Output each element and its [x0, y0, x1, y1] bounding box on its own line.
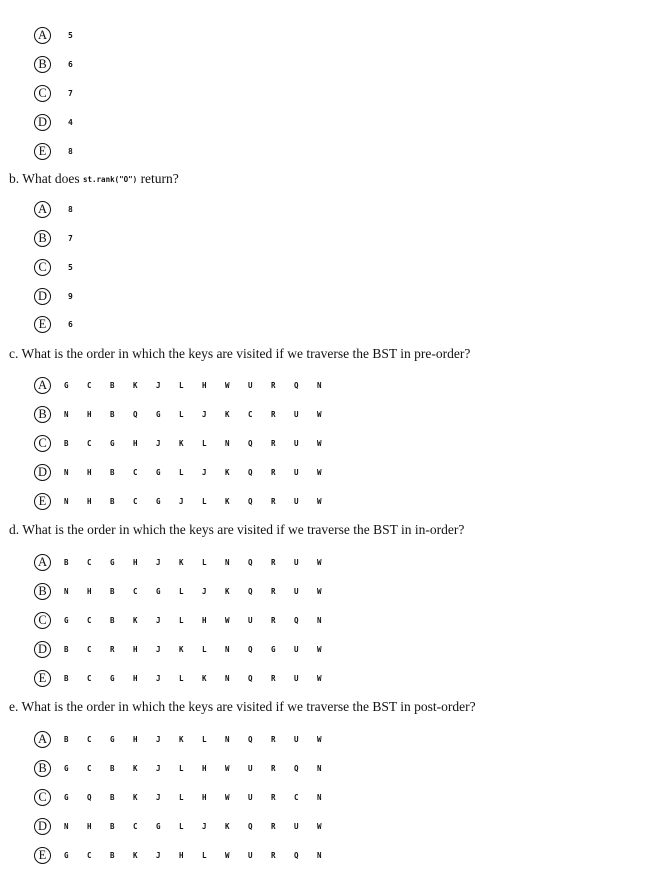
key: W	[225, 615, 230, 625]
key: G	[64, 615, 69, 625]
key: J	[156, 380, 161, 390]
key: J	[156, 792, 161, 802]
key: G	[156, 467, 161, 477]
key: K	[225, 821, 230, 831]
key: R	[271, 467, 276, 477]
key: C	[133, 467, 138, 477]
key: K	[133, 615, 138, 625]
key: W	[317, 821, 322, 831]
key: Q	[294, 850, 299, 860]
key: L	[202, 644, 207, 654]
key: Q	[294, 380, 299, 390]
part-a-option[interactable]	[34, 112, 73, 132]
key: Q	[248, 821, 253, 831]
key: G	[156, 586, 161, 596]
key: C	[87, 615, 92, 625]
choice-bubble[interactable]: C	[34, 259, 51, 276]
option-value: 7	[68, 88, 73, 98]
part-d-option[interactable]	[34, 610, 340, 630]
key: J	[156, 557, 161, 567]
key: G	[64, 792, 69, 802]
key: Q	[248, 644, 253, 654]
key: B	[110, 763, 115, 773]
key: R	[271, 821, 276, 831]
key-sequence	[64, 645, 340, 654]
key: N	[225, 734, 230, 744]
key: N	[64, 409, 69, 419]
part-a-option[interactable]	[34, 25, 73, 45]
key: N	[317, 380, 322, 390]
key: B	[110, 792, 115, 802]
key: C	[87, 850, 92, 860]
key: W	[317, 557, 322, 567]
key: K	[179, 438, 184, 448]
key: B	[64, 438, 69, 448]
choice-bubble[interactable]: C	[34, 85, 51, 102]
key: B	[64, 557, 69, 567]
key: Q	[248, 467, 253, 477]
key: N	[225, 438, 230, 448]
key: W	[225, 380, 230, 390]
key: J	[179, 496, 184, 506]
key: L	[179, 380, 184, 390]
key: K	[133, 380, 138, 390]
key: W	[317, 734, 322, 744]
key: G	[156, 496, 161, 506]
key: H	[133, 644, 138, 654]
key-sequence	[64, 822, 340, 831]
key: C	[294, 792, 299, 802]
key: L	[202, 557, 207, 567]
part-e-option[interactable]	[34, 758, 340, 778]
choice-bubble[interactable]: A	[34, 201, 51, 218]
key: C	[87, 644, 92, 654]
question-b-suffix: return?	[137, 171, 179, 186]
choice-bubble[interactable]: B	[34, 760, 51, 777]
choice-bubble[interactable]: A	[34, 27, 51, 44]
key: R	[271, 850, 276, 860]
part-d-option[interactable]	[34, 552, 340, 572]
part-c-option[interactable]	[34, 491, 340, 511]
key: H	[202, 615, 207, 625]
key: B	[110, 380, 115, 390]
choice-bubble[interactable]: D	[34, 464, 51, 481]
key: J	[202, 409, 207, 419]
key: C	[87, 734, 92, 744]
key: K	[133, 792, 138, 802]
key-sequence	[64, 439, 340, 448]
key: G	[110, 673, 115, 683]
key: C	[133, 496, 138, 506]
part-d-option[interactable]	[34, 668, 340, 688]
key: H	[87, 586, 92, 596]
key-sequence	[64, 851, 340, 860]
key-sequence	[64, 468, 340, 477]
key: G	[156, 409, 161, 419]
key: H	[202, 792, 207, 802]
key: H	[87, 496, 92, 506]
key: U	[294, 467, 299, 477]
key: K	[179, 557, 184, 567]
key: R	[271, 409, 276, 419]
option-value: 9	[68, 291, 73, 301]
choice-bubble[interactable]: E	[34, 316, 51, 333]
key: U	[294, 557, 299, 567]
key-sequence	[64, 793, 340, 802]
choice-bubble[interactable]: B	[34, 583, 51, 600]
choice-bubble[interactable]: E	[34, 493, 51, 510]
key: W	[317, 438, 322, 448]
key: C	[87, 673, 92, 683]
key: K	[225, 496, 230, 506]
key: B	[110, 850, 115, 860]
part-c-option[interactable]	[34, 433, 340, 453]
key: W	[317, 673, 322, 683]
key: B	[110, 409, 115, 419]
key: C	[87, 557, 92, 567]
key: L	[179, 615, 184, 625]
key: R	[271, 615, 276, 625]
key-sequence	[64, 735, 340, 744]
choice-bubble[interactable]: A	[34, 377, 51, 394]
question-b-prefix: b. What does	[9, 171, 83, 186]
key: C	[87, 763, 92, 773]
part-c-option[interactable]	[34, 404, 340, 424]
choice-bubble[interactable]: C	[34, 612, 51, 629]
key: U	[294, 673, 299, 683]
part-b-option[interactable]	[34, 199, 73, 219]
choice-bubble[interactable]: D	[34, 818, 51, 835]
key: L	[179, 409, 184, 419]
key: Q	[248, 734, 253, 744]
key: B	[110, 821, 115, 831]
key: Q	[248, 438, 253, 448]
key: B	[64, 644, 69, 654]
key: R	[271, 438, 276, 448]
key: W	[317, 586, 322, 596]
key: K	[225, 586, 230, 596]
question-e: e. What is the order in which the keys are visited if we traverse the BST in post-order?	[9, 699, 476, 714]
key: Q	[87, 792, 92, 802]
key: U	[294, 409, 299, 419]
key: U	[294, 821, 299, 831]
part-b-option[interactable]	[34, 257, 73, 277]
key: L	[179, 821, 184, 831]
option-value: 6	[68, 59, 73, 69]
key: N	[64, 586, 69, 596]
part-b-option[interactable]	[34, 228, 73, 248]
key: L	[202, 850, 207, 860]
key: J	[156, 615, 161, 625]
option-value: 8	[68, 146, 73, 156]
key: K	[225, 467, 230, 477]
key-sequence	[64, 587, 340, 596]
key: C	[87, 380, 92, 390]
key: H	[87, 821, 92, 831]
key: G	[156, 821, 161, 831]
key: B	[110, 586, 115, 596]
choice-bubble[interactable]: D	[34, 288, 51, 305]
key-sequence	[64, 764, 340, 773]
part-a-option[interactable]	[34, 54, 73, 74]
key: R	[110, 644, 115, 654]
key: L	[179, 763, 184, 773]
option-value: 5	[68, 262, 73, 272]
question-b-code: st.rank("O")	[83, 175, 138, 184]
key: U	[248, 850, 253, 860]
key: H	[133, 438, 138, 448]
key: N	[64, 467, 69, 477]
key: H	[133, 734, 138, 744]
key-sequence	[64, 381, 340, 390]
key: R	[271, 380, 276, 390]
part-d-option[interactable]	[34, 581, 340, 601]
choice-bubble[interactable]: D	[34, 114, 51, 131]
part-b-option[interactable]	[34, 286, 73, 306]
key: K	[202, 673, 207, 683]
key: K	[179, 644, 184, 654]
key: Q	[248, 496, 253, 506]
key: Q	[248, 586, 253, 596]
key: J	[202, 467, 207, 477]
key: W	[317, 496, 322, 506]
option-value: 8	[68, 204, 73, 214]
key: N	[317, 792, 322, 802]
key: W	[317, 644, 322, 654]
part-b-option[interactable]	[34, 314, 73, 334]
key: C	[248, 409, 253, 419]
key: N	[64, 496, 69, 506]
key: Q	[248, 673, 253, 683]
part-e-option[interactable]	[34, 787, 340, 807]
key: U	[248, 763, 253, 773]
question-c: c. What is the order in which the keys are visited if we traverse the BST in pre-order?	[9, 346, 471, 361]
part-c-option[interactable]	[34, 462, 340, 482]
key: R	[271, 763, 276, 773]
key: L	[179, 467, 184, 477]
key: R	[271, 792, 276, 802]
key: J	[156, 850, 161, 860]
key: G	[110, 557, 115, 567]
choice-bubble[interactable]: E	[34, 143, 51, 160]
key: Q	[133, 409, 138, 419]
key: H	[202, 380, 207, 390]
key: R	[271, 496, 276, 506]
key: N	[64, 821, 69, 831]
key: K	[133, 850, 138, 860]
option-value: 6	[68, 319, 73, 329]
option-value: 4	[68, 117, 73, 127]
key: B	[64, 734, 69, 744]
part-d-option[interactable]	[34, 639, 340, 659]
key: H	[87, 467, 92, 477]
key: Q	[294, 763, 299, 773]
choice-bubble[interactable]: B	[34, 230, 51, 247]
key: J	[156, 734, 161, 744]
key: W	[317, 467, 322, 477]
key: W	[317, 409, 322, 419]
key: G	[64, 380, 69, 390]
key: G	[110, 438, 115, 448]
key-sequence	[64, 616, 340, 625]
key-sequence	[64, 497, 340, 506]
key: W	[225, 850, 230, 860]
choice-bubble[interactable]: A	[34, 731, 51, 748]
question-b	[9, 171, 179, 188]
option-value: 7	[68, 233, 73, 243]
key: W	[225, 763, 230, 773]
key: N	[317, 615, 322, 625]
key: L	[202, 438, 207, 448]
key: W	[225, 792, 230, 802]
key: G	[110, 734, 115, 744]
key: J	[202, 821, 207, 831]
key: H	[133, 557, 138, 567]
key: G	[64, 763, 69, 773]
key: U	[248, 792, 253, 802]
key: Q	[294, 615, 299, 625]
key: U	[294, 644, 299, 654]
choice-bubble[interactable]: E	[34, 670, 51, 687]
key: L	[179, 586, 184, 596]
key: N	[225, 557, 230, 567]
key: U	[294, 734, 299, 744]
key: U	[248, 615, 253, 625]
key: R	[271, 734, 276, 744]
choice-bubble[interactable]: B	[34, 56, 51, 73]
key: L	[202, 734, 207, 744]
key-sequence	[64, 410, 340, 419]
part-c-option[interactable]	[34, 375, 340, 395]
key: G	[64, 850, 69, 860]
key-sequence	[64, 674, 340, 683]
key: G	[271, 644, 276, 654]
key: B	[64, 673, 69, 683]
part-e-option[interactable]	[34, 729, 340, 749]
choice-bubble[interactable]: C	[34, 789, 51, 806]
key: R	[271, 586, 276, 596]
key: C	[87, 438, 92, 448]
option-value: 5	[68, 30, 73, 40]
key: C	[133, 586, 138, 596]
key: Q	[248, 557, 253, 567]
key: J	[156, 438, 161, 448]
key: L	[179, 792, 184, 802]
part-e-option[interactable]	[34, 816, 340, 836]
key: U	[248, 380, 253, 390]
key: K	[179, 734, 184, 744]
part-e-option[interactable]	[34, 845, 340, 865]
key: J	[202, 586, 207, 596]
choice-bubble[interactable]: E	[34, 847, 51, 864]
key: B	[110, 496, 115, 506]
key: N	[317, 850, 322, 860]
question-d: d. What is the order in which the keys are visited if we traverse the BST in in-order?	[9, 522, 465, 537]
key: H	[133, 673, 138, 683]
key: C	[133, 821, 138, 831]
key: H	[202, 763, 207, 773]
key: L	[179, 673, 184, 683]
key: R	[271, 557, 276, 567]
key: K	[225, 409, 230, 419]
key: N	[225, 673, 230, 683]
key: N	[317, 763, 322, 773]
key: H	[87, 409, 92, 419]
key: N	[225, 644, 230, 654]
key: B	[110, 467, 115, 477]
key: K	[133, 763, 138, 773]
choice-bubble[interactable]: B	[34, 406, 51, 423]
key: L	[202, 496, 207, 506]
key: B	[110, 615, 115, 625]
choice-bubble[interactable]: C	[34, 435, 51, 452]
key: J	[156, 644, 161, 654]
key: R	[271, 673, 276, 683]
choice-bubble[interactable]: A	[34, 554, 51, 571]
key: U	[294, 586, 299, 596]
key: H	[179, 850, 184, 860]
key: U	[294, 438, 299, 448]
key: J	[156, 763, 161, 773]
part-a-option[interactable]	[34, 83, 73, 103]
part-a-option[interactable]	[34, 141, 73, 161]
key-sequence	[64, 558, 340, 567]
key: J	[156, 673, 161, 683]
choice-bubble[interactable]: D	[34, 641, 51, 658]
key: U	[294, 496, 299, 506]
